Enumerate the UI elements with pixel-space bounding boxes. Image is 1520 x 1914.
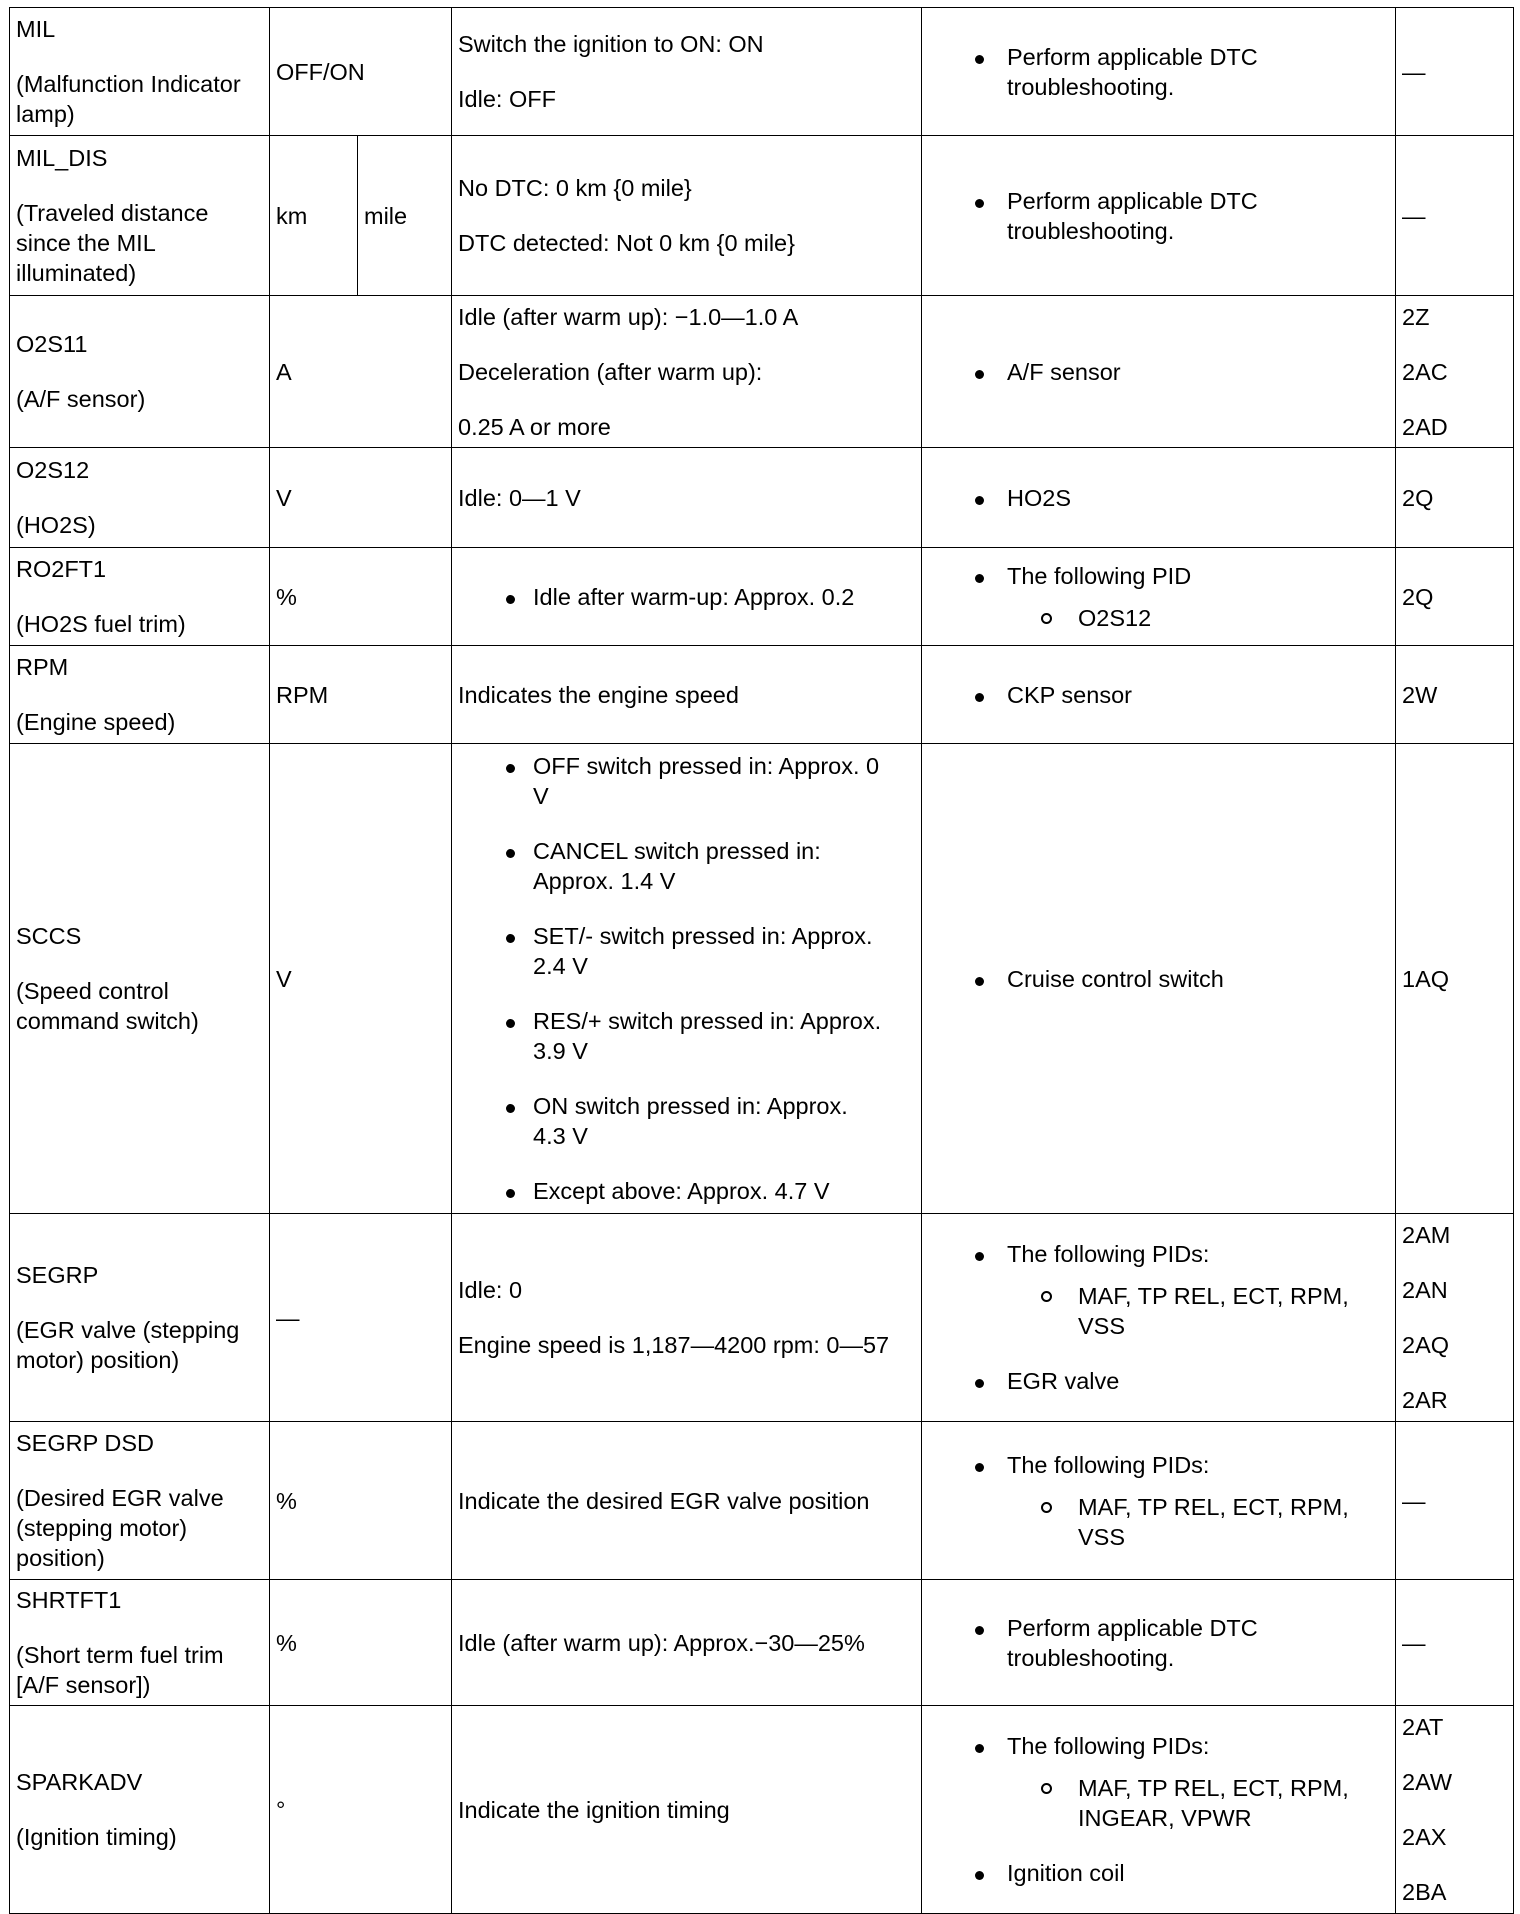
- condition-line: Deceleration (after warm up):: [458, 358, 763, 385]
- action-item: [928, 1450, 1389, 1480]
- bullet-icon: [975, 1871, 984, 1880]
- terminal-value: 2BA: [1402, 1879, 1447, 1905]
- pid-description: (Desired EGR valve (stepping motor) position): [16, 1485, 224, 1571]
- action-sub-item: [928, 1281, 1389, 1341]
- pid-name: O2S11: [16, 331, 88, 357]
- table-row-rpm: [10, 646, 1514, 744]
- pid-name: SHRTFT1: [16, 1587, 122, 1613]
- bullet-icon: [975, 496, 984, 505]
- table-row-sccs: [10, 744, 1514, 1214]
- action-item: [928, 1613, 1389, 1673]
- terminal-value: 2AX: [1402, 1824, 1447, 1850]
- action-cell: [922, 1422, 1396, 1580]
- action-cell: [922, 1580, 1396, 1706]
- table-row-o2s12: [10, 448, 1514, 548]
- condition-item: [458, 1091, 915, 1151]
- bullet-icon: [506, 1189, 515, 1198]
- action-cell: [922, 296, 1396, 448]
- action-item: [928, 964, 1389, 994]
- action-text: The following PID: [1007, 562, 1192, 589]
- action-sub-item: [928, 1492, 1389, 1552]
- circle-bullet-icon: [1041, 1291, 1052, 1302]
- pid-cell: [10, 1422, 270, 1580]
- condition-line: DTC detected: Not 0 km {0 mile}: [458, 230, 795, 256]
- pid-description: (Speed control command switch): [16, 978, 199, 1034]
- action-cell: [922, 646, 1396, 744]
- terminal-cell: —: [1396, 1422, 1514, 1580]
- action-item: [928, 1858, 1389, 1888]
- action-item: [928, 42, 1389, 102]
- unit-cell: RPM: [270, 646, 452, 744]
- bullet-icon: [506, 849, 515, 858]
- table-row-segrp-dsd: [10, 1422, 1514, 1580]
- table-row-segrp: [10, 1214, 1514, 1422]
- action-text: Ignition coil: [1007, 1860, 1125, 1886]
- pid-cell: [10, 296, 270, 448]
- pid-cell: [10, 646, 270, 744]
- condition-cell: [452, 8, 922, 136]
- pid-description: (A/F sensor): [16, 386, 146, 412]
- bullet-icon: [975, 199, 984, 208]
- action-text: CKP sensor: [1007, 681, 1132, 708]
- bullet-icon: [975, 1626, 984, 1635]
- terminal-cell: —: [1396, 136, 1514, 296]
- action-item: [928, 186, 1389, 246]
- pid-name: SEGRP: [16, 1262, 99, 1288]
- bullet-icon: [975, 574, 984, 583]
- condition-line: Idle: OFF: [458, 86, 556, 112]
- bullet-icon: [975, 1744, 984, 1753]
- condition-cell: [452, 744, 922, 1214]
- pid-description: (Ignition timing): [16, 1824, 177, 1850]
- pid-description: (HO2S): [16, 512, 96, 538]
- pid-cell: [10, 1706, 270, 1914]
- action-text: EGR valve: [1007, 1368, 1120, 1394]
- terminal-cell: [1396, 296, 1514, 448]
- condition-cell: Idle: 0—1 V: [452, 448, 922, 548]
- pid-description: (Short term fuel trim [A/F sensor]): [16, 1642, 224, 1698]
- pid-cell: [10, 1580, 270, 1706]
- terminal-value: 2AM: [1402, 1222, 1451, 1248]
- unit-cell: %: [270, 1422, 452, 1580]
- action-text: Perform applicable DTC troubleshooting.: [1007, 187, 1258, 244]
- condition-item: [458, 1006, 915, 1066]
- terminal-value: 2AQ: [1402, 1332, 1450, 1358]
- action-item: [928, 357, 1389, 387]
- pid-name: SPARKADV: [16, 1769, 143, 1795]
- condition-line: Idle: 0: [458, 1277, 523, 1303]
- terminal-cell: [1396, 1214, 1514, 1422]
- condition-text: Idle after warm-up: Approx. 0.2: [533, 583, 855, 610]
- terminal-cell: —: [1396, 1580, 1514, 1706]
- action-text: The following PIDs:: [1007, 1241, 1210, 1267]
- action-text: The following PIDs:: [1007, 1451, 1210, 1478]
- bullet-icon: [506, 1104, 515, 1113]
- action-item: [928, 483, 1389, 513]
- table-row-ro2ft1: [10, 548, 1514, 646]
- condition-line: No DTC: 0 km {0 mile}: [458, 175, 692, 201]
- pid-name: RO2FT1: [16, 556, 107, 582]
- unit-cell: %: [270, 548, 452, 646]
- pid-name: MIL_DIS: [16, 145, 108, 171]
- condition-text: SET/- switch pressed in: Approx. 2.4 V: [533, 923, 873, 979]
- action-sub-item: [928, 1773, 1389, 1833]
- terminal-value: 2AD: [1402, 413, 1448, 440]
- unit-cell: A: [270, 296, 452, 448]
- terminal-value: 2AT: [1402, 1714, 1444, 1740]
- terminal-cell: [1396, 1706, 1514, 1914]
- bullet-icon: [975, 1463, 984, 1472]
- circle-bullet-icon: [1041, 613, 1052, 624]
- unit-cell: °: [270, 1706, 452, 1914]
- condition-text: Except above: Approx. 4.7 V: [533, 1178, 830, 1204]
- pid-description: (Traveled distance since the MIL illuminated): [16, 200, 209, 286]
- pid-description: (Malfunction Indicator lamp): [16, 71, 241, 127]
- condition-cell: [452, 296, 922, 448]
- bullet-icon: [975, 55, 984, 64]
- unit-cell-imperial: mile: [358, 136, 452, 296]
- condition-text: OFF switch pressed in: Approx. 0 V: [533, 753, 880, 809]
- terminal-cell: 2W: [1396, 646, 1514, 744]
- bullet-icon: [975, 1252, 984, 1261]
- terminal-cell: 2Q: [1396, 448, 1514, 548]
- action-cell: [922, 744, 1396, 1214]
- table-row-shrtft1: [10, 1580, 1514, 1706]
- table-row-sparkadv: [10, 1706, 1514, 1914]
- action-item: [928, 680, 1389, 710]
- pid-cell: [10, 136, 270, 296]
- bullet-icon: [975, 693, 984, 702]
- bullet-icon: [506, 934, 515, 943]
- table-row-o2s11: [10, 296, 1514, 448]
- pid-name: O2S12: [16, 457, 90, 483]
- bullet-icon: [506, 595, 515, 604]
- unit-cell: V: [270, 744, 452, 1214]
- bullet-icon: [975, 1379, 984, 1388]
- terminal-cell: 1AQ: [1396, 744, 1514, 1214]
- condition-item: [458, 921, 915, 981]
- condition-line: 0.25 A or more: [458, 413, 611, 440]
- action-cell: [922, 448, 1396, 548]
- condition-cell: Indicate the desired EGR valve position: [452, 1422, 922, 1580]
- unit-cell: %: [270, 1580, 452, 1706]
- condition-item: [458, 836, 915, 896]
- circle-bullet-icon: [1041, 1783, 1052, 1794]
- action-cell: [922, 548, 1396, 646]
- terminal-value: 2AR: [1402, 1387, 1448, 1413]
- pid-name: SCCS: [16, 923, 82, 949]
- action-cell: [922, 136, 1396, 296]
- pid-cell: [10, 8, 270, 136]
- action-text: Perform applicable DTC troubleshooting.: [1007, 43, 1258, 100]
- action-sub-text: MAF, TP REL, ECT, RPM, VSS: [1078, 1493, 1349, 1550]
- action-item: [928, 1731, 1389, 1761]
- table-row-mil: [10, 8, 1514, 136]
- condition-line: Idle (after warm up): −1.0—1.0 A: [458, 303, 799, 330]
- terminal-value: 2AW: [1402, 1769, 1453, 1795]
- action-text: HO2S: [1007, 484, 1071, 511]
- terminal-value: 2Z: [1402, 303, 1430, 330]
- action-item: [928, 561, 1389, 591]
- condition-text: CANCEL switch pressed in: Approx. 1.4 V: [533, 838, 821, 894]
- condition-text: ON switch pressed in: Approx. 4.3 V: [533, 1093, 848, 1149]
- bullet-icon: [975, 977, 984, 986]
- terminal-cell: —: [1396, 8, 1514, 136]
- pid-cell: [10, 744, 270, 1214]
- condition-cell: [452, 1214, 922, 1422]
- pid-cell: [10, 1214, 270, 1422]
- action-cell: [922, 8, 1396, 136]
- table-row-mil-dis: [10, 136, 1514, 296]
- bullet-icon: [506, 764, 515, 773]
- pid-name: SEGRP DSD: [16, 1430, 154, 1456]
- pid-description: (Engine speed): [16, 709, 176, 735]
- action-text: Perform applicable DTC troubleshooting.: [1007, 1614, 1258, 1671]
- action-sub-text: O2S12: [1078, 604, 1152, 631]
- action-cell: [922, 1214, 1396, 1422]
- condition-cell: Indicate the ignition timing: [452, 1706, 922, 1914]
- condition-text: RES/+ switch pressed in: Approx. 3.9 V: [533, 1008, 882, 1064]
- condition-item: [458, 751, 915, 811]
- condition-item: [458, 1176, 915, 1206]
- pid-table: [9, 7, 1514, 1914]
- action-item: [928, 1366, 1389, 1396]
- pid-description: (EGR valve (stepping motor) position): [16, 1317, 240, 1373]
- action-item: [928, 1239, 1389, 1269]
- action-text: The following PIDs:: [1007, 1733, 1210, 1759]
- condition-cell: [452, 136, 922, 296]
- condition-cell: [452, 548, 922, 646]
- unit-cell: OFF/ON: [270, 8, 452, 136]
- condition-item: [458, 582, 915, 612]
- bullet-icon: [975, 370, 984, 379]
- action-sub-text: MAF, TP REL, ECT, RPM, INGEAR, VPWR: [1078, 1775, 1349, 1831]
- pid-cell: [10, 448, 270, 548]
- condition-cell: Indicates the engine speed: [452, 646, 922, 744]
- condition-cell: Idle (after warm up): Approx.−30—25%: [452, 1580, 922, 1706]
- pid-description: (HO2S fuel trim): [16, 611, 186, 637]
- pid-cell: [10, 548, 270, 646]
- pid-name: MIL: [16, 16, 56, 42]
- action-sub-item: [928, 603, 1389, 633]
- terminal-value: 2AN: [1402, 1277, 1448, 1303]
- circle-bullet-icon: [1041, 1502, 1052, 1513]
- bullet-icon: [506, 1019, 515, 1028]
- action-cell: [922, 1706, 1396, 1914]
- terminal-cell: 2Q: [1396, 548, 1514, 646]
- action-text: Cruise control switch: [1007, 965, 1224, 992]
- terminal-value: 2AC: [1402, 358, 1448, 385]
- condition-line: Switch the ignition to ON: ON: [458, 31, 764, 57]
- action-text: A/F sensor: [1007, 358, 1121, 385]
- action-sub-text: MAF, TP REL, ECT, RPM, VSS: [1078, 1283, 1349, 1339]
- condition-line: Engine speed is 1,187—4200 rpm: 0—57: [458, 1332, 890, 1358]
- unit-cell: V: [270, 448, 452, 548]
- unit-cell: —: [270, 1214, 452, 1422]
- pid-name: RPM: [16, 654, 69, 680]
- unit-cell-metric: km: [270, 136, 358, 296]
